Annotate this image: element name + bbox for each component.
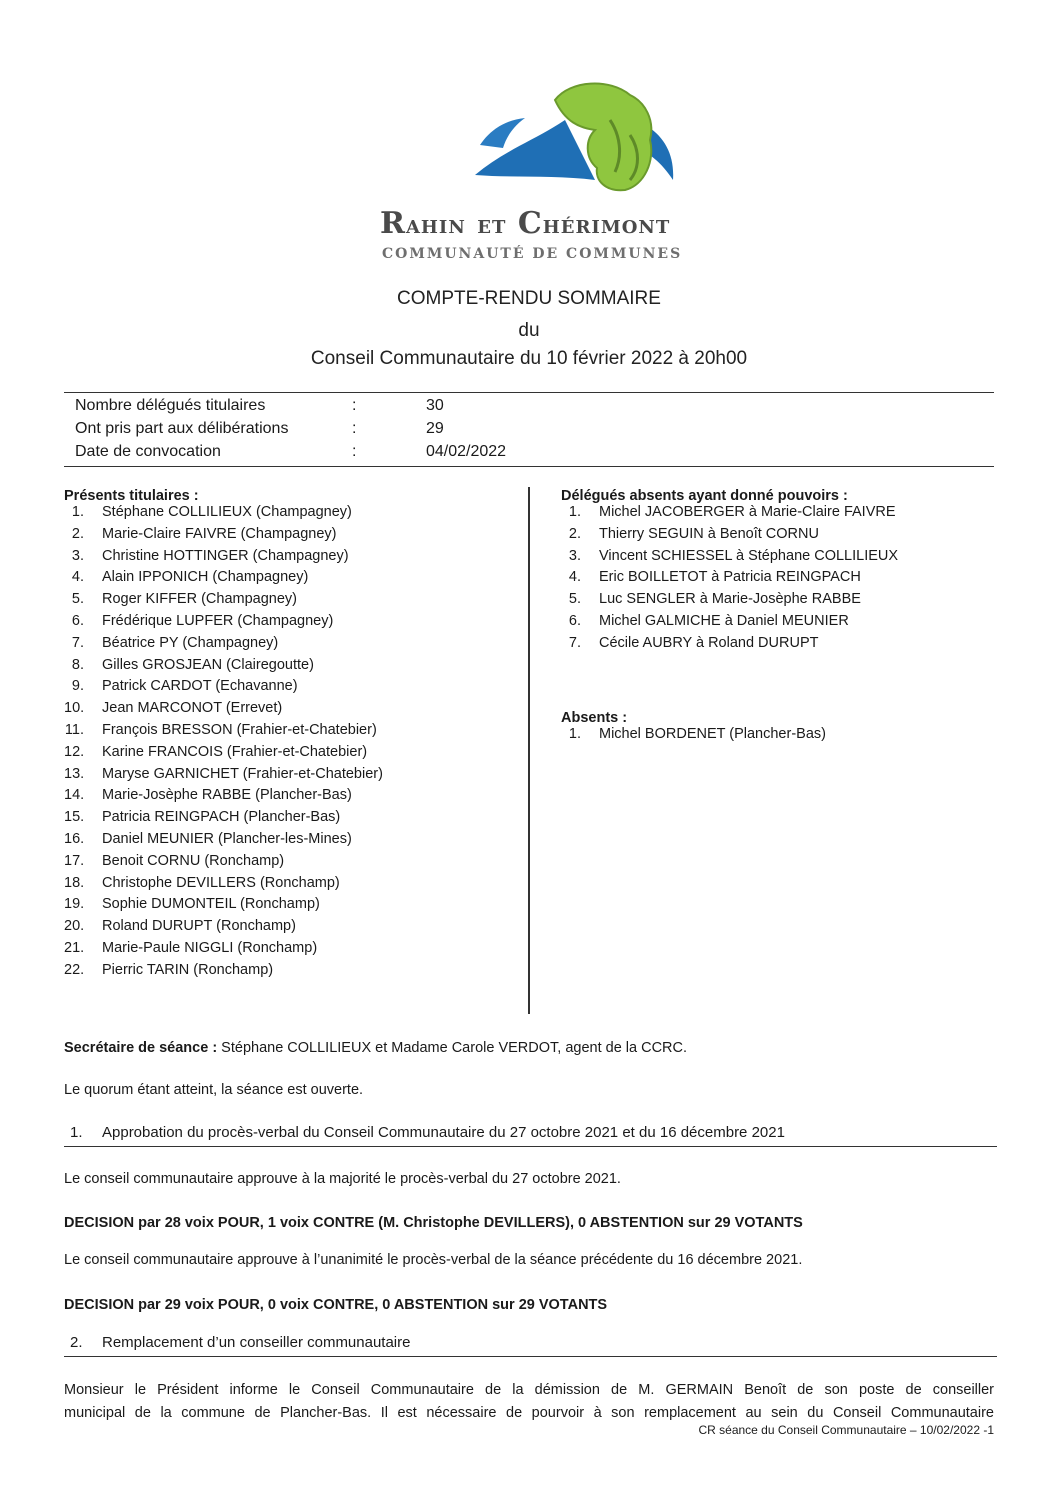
section-title: Remplacement d’un conseiller communautaire: [102, 1334, 411, 1351]
list-item-text: Maryse GARNICHET (Frahier-et-Chatebier): [102, 765, 383, 782]
info-colon: :: [352, 443, 357, 460]
pouvoirs-heading: Délégués absents ayant donné pouvoirs :: [561, 488, 848, 504]
info-row: [64, 395, 994, 418]
info-label: Ont pris part aux délibérations: [75, 420, 289, 437]
info-value: 29: [426, 420, 444, 437]
secretaire-text: Stéphane COLLILIEUX et Madame Carole VERDOT, agent de la CCRC.: [217, 1040, 688, 1056]
decision-2: DECISION par 29 voix POUR, 0 voix CONTRE, 0 ABSTENTION sur 29 VOTANTS: [64, 1297, 608, 1313]
section-1-para-1: Le conseil communautaire approuve à la majorité le procès-verbal du 27 octobre 2021.: [64, 1171, 621, 1187]
logo-emblem-icon: [410, 80, 740, 210]
absents-section: [561, 710, 1001, 748]
quorum-text: Le quorum étant atteint, la séance est ouverte.: [64, 1082, 364, 1098]
list-item-text: Béatrice PY (Champagney): [102, 634, 279, 651]
list-item: [64, 548, 514, 570]
list-item-number: 2.: [568, 525, 581, 542]
page-footer: CR séance du Conseil Communautaire – 10/02/2022 -1: [698, 1423, 994, 1437]
list-item: [561, 504, 1001, 526]
list-item-number: 7.: [568, 634, 581, 651]
absents-list: [561, 726, 1001, 748]
info-value: 04/02/2022: [426, 443, 507, 460]
list-item-number: 22.: [64, 961, 85, 978]
section-1-heading: [64, 1124, 997, 1147]
doc-title-line3: Conseil Communautaire du 10 février 2022 à 20h00: [310, 348, 748, 369]
list-item: [64, 896, 514, 918]
list-item: [64, 569, 514, 591]
logo-subtitle: COMMUNAUTÉ DE COMMUNES: [382, 246, 683, 262]
list-item-number: 2.: [71, 525, 84, 542]
list-item-text: Gilles GROSJEAN (Clairegoutte): [102, 656, 314, 673]
info-colon: :: [352, 420, 357, 437]
list-item: [64, 809, 514, 831]
presents-section: [64, 488, 514, 984]
list-item: [64, 722, 514, 744]
secretaire-label: Secrétaire de séance :: [64, 1040, 218, 1056]
list-item-number: 7.: [71, 634, 84, 651]
doc-title-line2: du: [518, 320, 540, 341]
list-item-number: 13.: [64, 765, 85, 782]
list-item: [64, 831, 514, 853]
info-row: [64, 441, 994, 464]
list-item-text: Roland DURUPT (Ronchamp): [102, 918, 296, 935]
info-label: Nombre délégués titulaires: [75, 397, 266, 414]
list-item-number: 18.: [64, 874, 85, 891]
section-2-line-1: Monsieur le Président informe le Conseil Communautaire de la démission de M. GERMAIN Benoît de son poste de conseiller: [64, 1382, 994, 1398]
list-item: [64, 940, 514, 962]
list-item: [561, 613, 1001, 635]
info-colon: :: [352, 397, 357, 414]
list-item: [64, 635, 514, 657]
list-item-text: Marie-Claire FAIVRE (Champagney): [102, 525, 337, 542]
section-number: 1.: [70, 1124, 83, 1141]
list-item: [64, 613, 514, 635]
ccrc-logo: [370, 80, 700, 265]
column-divider: [528, 487, 530, 1014]
list-item-number: 8.: [71, 656, 84, 673]
list-item-text: Cécile AUBRY à Roland DURUPT: [599, 634, 819, 651]
list-item-text: Alain IPPONICH (Champagney): [102, 569, 309, 586]
list-item-number: 1.: [71, 504, 84, 520]
list-item-text: Patricia REINGPACH (Plancher-Bas): [102, 809, 341, 826]
list-item: [64, 700, 514, 722]
list-item-text: Sophie DUMONTEIL (Ronchamp): [102, 896, 320, 913]
list-item-text: Roger KIFFER (Champagney): [102, 591, 298, 608]
list-item-number: 1.: [568, 726, 581, 742]
list-item-number: 11.: [64, 721, 84, 738]
pouvoirs-section: [561, 488, 1001, 657]
list-item-number: 5.: [568, 591, 581, 608]
info-table: [64, 392, 994, 467]
list-item: [64, 853, 514, 875]
section-title: Approbation du procès-verbal du Conseil Communautaire du 27 octobre 2021 et du 16 décembre 2021: [102, 1124, 785, 1141]
list-item-text: Luc SENGLER à Marie-Josèphe RABBE: [599, 591, 861, 608]
absents-heading: Absents :: [561, 710, 628, 726]
list-item-text: Marie-Josèphe RABBE (Plancher-Bas): [102, 787, 352, 804]
list-item-number: 14.: [64, 787, 85, 804]
list-item-number: 20.: [64, 918, 85, 935]
list-item: [561, 526, 1001, 548]
list-item: [561, 569, 1001, 591]
secretaire-line: [64, 1040, 687, 1056]
list-item-number: 19.: [64, 896, 85, 913]
list-item-text: Michel BORDENET (Plancher-Bas): [599, 726, 826, 742]
list-item-text: Karine FRANCOIS (Frahier-et-Chatebier): [102, 743, 368, 760]
presents-heading: Présents titulaires :: [64, 488, 199, 504]
section-2-line-2: municipal de la commune de Plancher-Bas. Il est nécessaire de pourvoir à son remplacement au sein du Conseil Communautaire: [64, 1405, 994, 1421]
list-item-number: 3.: [71, 547, 84, 564]
info-label: Date de convocation: [75, 443, 221, 460]
list-item-text: Benoit CORNU (Ronchamp): [102, 852, 285, 869]
list-item-text: Daniel MEUNIER (Plancher-les-Mines): [102, 830, 352, 847]
list-item-text: Pierric TARIN (Ronchamp): [102, 961, 274, 978]
section-1-para-2: Le conseil communautaire approuve à l’unanimité le procès-verbal de la séance précédente du 16 décembre 2021.: [64, 1252, 803, 1268]
section-2-heading: [64, 1334, 997, 1357]
list-item-text: Christophe DEVILLERS (Ronchamp): [102, 874, 340, 891]
list-item-text: François BRESSON (Frahier-et-Chatebier): [102, 721, 377, 738]
logo-title: RAHIN ET CHÉRIMONT: [380, 206, 671, 241]
list-item-text: Michel JACOBERGER à Marie-Claire FAIVRE: [599, 504, 896, 520]
list-item: [64, 875, 514, 897]
section-number: 2.: [70, 1334, 83, 1351]
list-item: [561, 635, 1001, 657]
list-item-number: 6.: [71, 612, 84, 629]
list-item-number: 15.: [64, 809, 85, 826]
list-item-text: Thierry SEGUIN à Benoît CORNU: [599, 525, 819, 542]
list-item: [561, 591, 1001, 613]
list-item-number: 12.: [64, 743, 85, 760]
list-item: [561, 726, 1001, 748]
list-item-text: Michel GALMICHE à Daniel MEUNIER: [599, 612, 849, 629]
list-item-number: 5.: [71, 591, 84, 608]
list-item: [64, 504, 514, 526]
list-item-number: 4.: [71, 569, 84, 586]
pouvoirs-list: [561, 504, 1001, 657]
list-item-text: Marie-Paule NIGGLI (Ronchamp): [102, 939, 318, 956]
list-item-text: Jean MARCONOT (Errevet): [102, 700, 283, 717]
list-item-number: 16.: [64, 830, 85, 847]
list-item-text: Stéphane COLLILIEUX (Champagney): [102, 504, 352, 520]
presents-list: [64, 504, 514, 984]
list-item: [64, 657, 514, 679]
list-item-text: Patrick CARDOT (Echavanne): [102, 678, 298, 695]
list-item-text: Vincent SCHIESSEL à Stéphane COLLILIEUX: [599, 547, 899, 564]
doc-title-line1: COMPTE-RENDU SOMMAIRE: [397, 288, 661, 309]
decision-1: DECISION par 28 voix POUR, 1 voix CONTRE (M. Christophe DEVILLERS), 0 ABSTENTION sur 29 VOTANTS: [64, 1215, 803, 1231]
list-item-number: 4.: [568, 569, 581, 586]
info-value: 30: [426, 397, 444, 414]
list-item-number: 1.: [568, 504, 581, 520]
list-item: [64, 744, 514, 766]
info-row: [64, 418, 994, 441]
list-item-number: 3.: [568, 547, 581, 564]
list-item-number: 17.: [64, 852, 85, 869]
list-item-number: 9.: [71, 678, 84, 695]
list-item: [64, 918, 514, 940]
list-item-text: Frédérique LUPFER (Champagney): [102, 612, 334, 629]
list-item-text: Eric BOILLETOT à Patricia REINGPACH: [599, 569, 861, 586]
list-item: [64, 962, 514, 984]
list-item-number: 21.: [64, 939, 85, 956]
list-item-text: Christine HOTTINGER (Champagney): [102, 547, 349, 564]
list-item-number: 6.: [568, 612, 581, 629]
list-item: [64, 766, 514, 788]
list-item: [64, 591, 514, 613]
list-item-number: 10.: [64, 700, 85, 717]
list-item: [561, 548, 1001, 570]
list-item: [64, 526, 514, 548]
list-item: [64, 678, 514, 700]
list-item: [64, 787, 514, 809]
